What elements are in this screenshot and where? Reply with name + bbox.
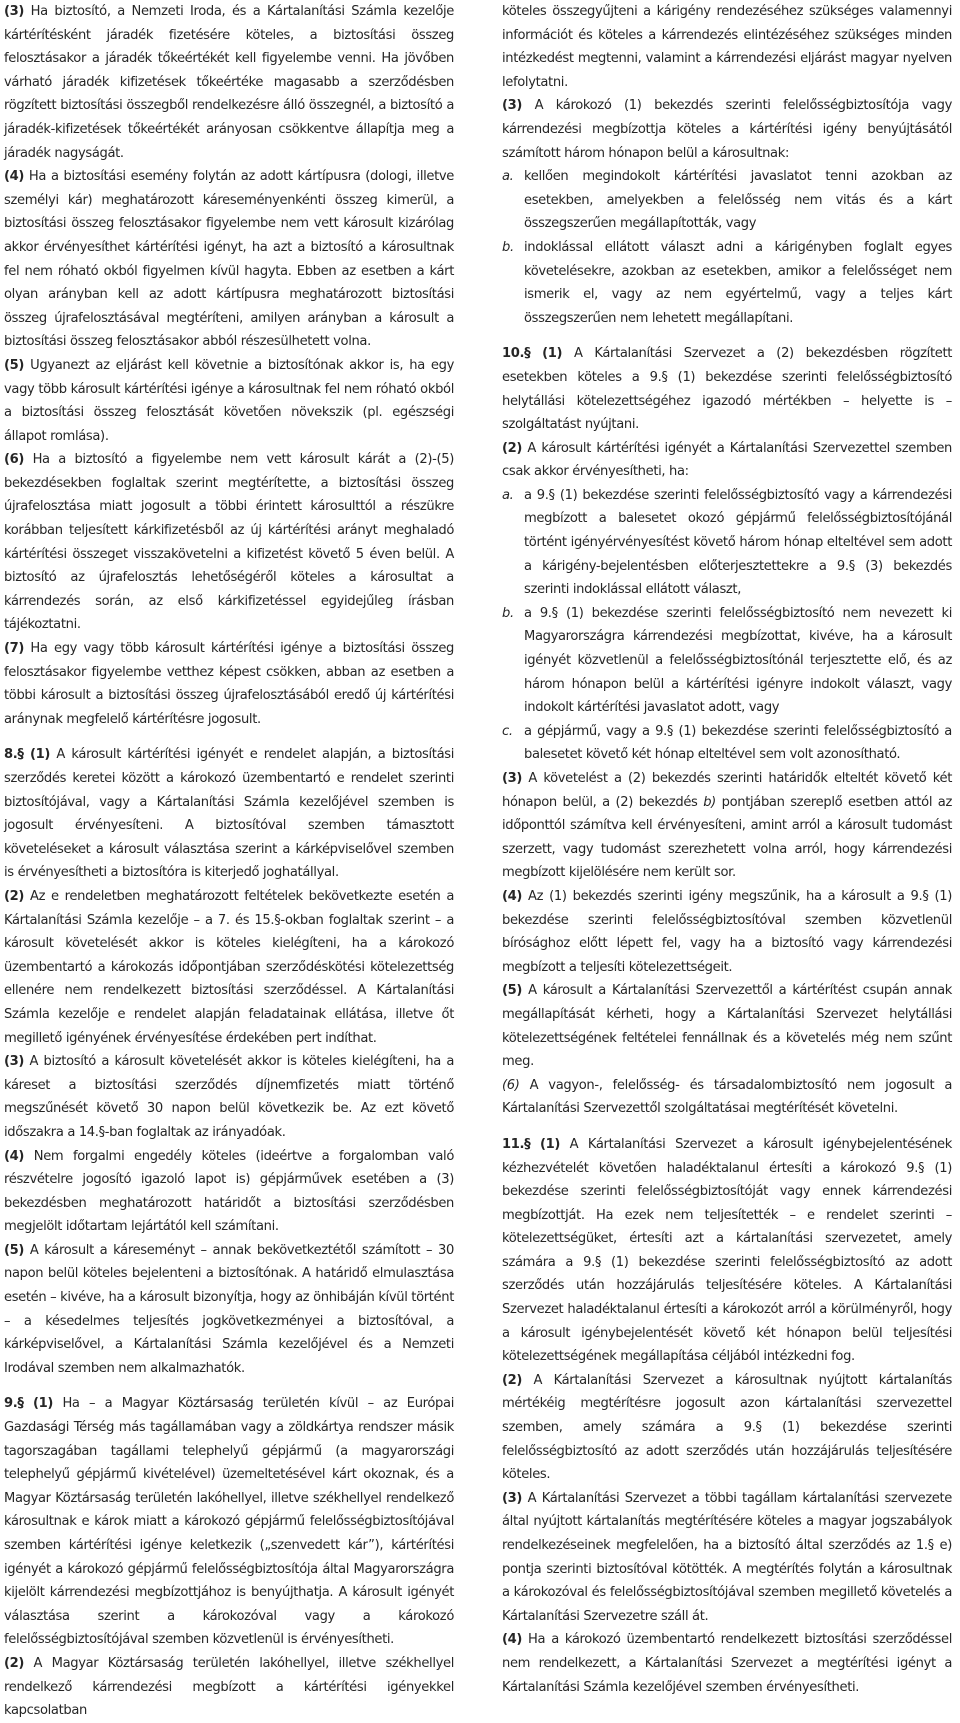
paragraph-text: A károsult kártérítési igényét a Kártalanítási Szervezettel szemben csak akkor érvényesítheti, ha: bbox=[502, 440, 952, 480]
paragraph-text: A károsult a Kártalanítási Szervezettől a kártérítést csupán annak megállapítását kérheti, hogy a Kártalanítási Szervezet helytállási kötelezettségének feltételei fennállnak és a követelés még nem szűnt meg. bbox=[502, 983, 952, 1070]
section-10-paragraph bbox=[502, 342, 952, 436]
paragraph bbox=[502, 1487, 952, 1629]
paragraph-text: Ha a biztosító a figyelembe nem vett károsult kárát a (2)-(5) bekezdésekben foglaltak szerint megtérítette, a biztosítási összeg újrafelosztása miatt jogosult a többi érintett károsulttól a részükre korábban teljesített kárkifizetésből az új kártérítési arányt meghaladó kártérítési összeget visszakövetelni a kifizetést követő 5 éven belül. A biztosító az újrafelosztás lehetőségéről köteles a károsultat a kárrendezés során, az első kárkifizetéssel egyidejűleg írásban tájékoztatni. bbox=[4, 452, 454, 633]
paragraph-text: A károsult kártérítési igényét e rendelet alapján, a biztosítási szerződés keretei között a károkozó üzembentartó e rendelet szerinti biztosítójával, vagy a Kártalanítási Számla kezelőjével szemben is jogosult érvényesíteni. A biztosítóval szemben támasztott követeléseket a károsult választása szerint a kárképviselővel szemben is érvényesítheti a biztosítóra is kiterjedő joghatállyal. bbox=[4, 747, 454, 881]
section-8-paragraph bbox=[4, 743, 454, 885]
paragraph-text: Az (1) bekezdés szerinti igény megszűnik, ha a károsult a 9.§ (1) bekezdése szerinti felelősségbiztosítóval szemben közvetlenül bírósághoz előtt lépett fel, vagy ha a biztosító vagy kárrendezési megbízott a teljesíti kötelezettségeit. bbox=[502, 888, 952, 975]
list-item bbox=[502, 236, 952, 330]
section-number: 9.§ bbox=[4, 1396, 24, 1412]
paragraph-number: (2) bbox=[4, 888, 25, 904]
list-item-label: a. bbox=[502, 487, 514, 503]
paragraph-number: (6) bbox=[4, 452, 25, 468]
paragraph bbox=[502, 437, 952, 484]
paragraph-number: (5) bbox=[4, 1242, 25, 1258]
section-number: 10.§ bbox=[502, 346, 531, 362]
list-item bbox=[502, 720, 952, 767]
list-item-text: kellően megindokolt kártérítési javaslatot tenni azokban az esetekben, amelyekben a felelősség nem vitás és a kárt összegszerűen megállapították, vagy bbox=[524, 169, 952, 232]
list-item-label: c. bbox=[502, 723, 513, 739]
paragraph bbox=[502, 94, 952, 165]
paragraph-number: (5) bbox=[4, 357, 25, 373]
paragraph-number: (2) bbox=[4, 1655, 25, 1671]
paragraph bbox=[4, 637, 454, 731]
paragraph-number: (5) bbox=[502, 983, 523, 999]
paragraph bbox=[4, 1652, 454, 1723]
paragraph bbox=[502, 1074, 952, 1121]
paragraph-number: (7) bbox=[4, 641, 25, 657]
paragraph-number: (1) bbox=[33, 1396, 54, 1412]
paragraph bbox=[4, 354, 454, 448]
list-item-text: a 9.§ (1) bekezdése szerinti felelősségbiztosító nem nevezett ki Magyarországra kárrendezési megbízottat, kivéve, ha a károsult igényét közvetlenül a felelősségbiztosítónál terjesztette elő, és az három hónapon belül a kártérítési igényre indokolt választ, vagy indokolt kártérítési javaslatot adott, vagy bbox=[524, 605, 952, 716]
paragraph bbox=[4, 165, 454, 354]
paragraph bbox=[502, 885, 952, 979]
paragraph-text: pontjában szereplő esetben attól az időponttól számítva kell érvényesíteni, amint arról a károsult tudomást szerzett, vagy tudomást szerezhetett volna arról, hogy kárrendezési megbízott kijelölésére nem került sor. bbox=[502, 794, 952, 881]
paragraph-text: Az e rendeletben meghatározott feltételek bekövetkezte esetén a Kártalanítási Számla kezelője – a 7. és 15.§-okban foglaltak szerint – a károsult követelését akkor is köteles kielégíteni, ha a károkozó üzembentartó a károkozás időpontjában szerződéskötési kötelezettség ellenére nem rendelkezett biztosítási szerződéssel. A Kártalanítási Számla kezelője e rendelet alapján feladatainak ellátása, illetve őt megillető igényének érvényesítése érdekében pert indíthat. bbox=[4, 888, 455, 1046]
paragraph-number: (3) bbox=[502, 1490, 523, 1506]
paragraph-text: A károkozó (1) bekezdés szerinti felelősségbiztosítója vagy kárrendezési megbízottja köteles a kártérítési igény benyújtásától számított három hónapon belül a károsultnak: bbox=[502, 98, 952, 161]
paragraph-number: (4) bbox=[502, 888, 523, 904]
section-number: 8.§ bbox=[4, 747, 24, 763]
paragraph-text: A biztosító a károsult követelését akkor is köteles kielégíteni, ha a káreset a biztosítási szerződés díjnemfizetés miatt történő megszűnését követő 30 napon belül következik be. Az ezt követő időszakra a 14.§-ban foglaltak az irányadóak. bbox=[4, 1054, 455, 1140]
paragraph-number: (6) bbox=[502, 1077, 520, 1093]
paragraph bbox=[4, 885, 454, 1050]
paragraph-number: (4) bbox=[4, 1148, 25, 1164]
paragraph-text: A Kártalanítási Szervezet a többi tagállam kártalanítási szervezete által nyújtott kártalanítás megtérítésére köteles a magyar jogszabályok rendelkezéseinek megfelelően, ha a biztosító által szerződés az 1.§ e) pontja szerinti biztosítóval kötötték. A megtérítés folytán a károsultnak a károkozóval és felelősségbiztosítójával szemben megillető követelés a Kártalanítási Szervezetre száll át. bbox=[502, 1490, 953, 1624]
paragraph-text: A követelést a (2) bekezdés szerinti határidők elteltét követő két hónapon belül, a (2) bekezdés bbox=[502, 771, 953, 810]
list-item bbox=[502, 165, 952, 236]
paragraph-number: (3) bbox=[4, 1054, 25, 1070]
list-item-label: b. bbox=[502, 239, 514, 255]
paragraph bbox=[502, 1369, 952, 1487]
paragraph-number: (1) bbox=[542, 346, 563, 362]
paragraph bbox=[502, 767, 952, 885]
list-item-text: indoklással ellátott választ adni a kárigényben foglalt egyes követelésekre, azokban az esetekben, amikor a felelősséget nem ismerik el, vagy az nem egyértelmű, vagy a teljes kárt összegszerűen nem lehetett megállapítani. bbox=[524, 239, 952, 326]
paragraph-text: Ha – a Magyar Köztársaság területén kívül – az Európai Gazdasági Térség más tagállamában vagy a zöldkártya rendszer másik tagorszagában tagállami telephelyű gépjármű (a magyarországi telephelyű gépjármű kivételével) üzemeltetésével kárt okoznak, és a Magyar Köztársaság területén lakóhellyel, illetve székhellyel rendelkező károsultnak e károk miatt a károkozó gépjármű felelősségbiztosítójával szemben kártérítési igénye keletkezik („szenvedett kár”), kártérítési igényét a károkozó gépjármű felelősségbiztosítója által Magyarországra kijelölt kárrendezési megbízottjához is benyújthatja. A károsult igényét választása szerint a károkozóval vagy a károkozó felelősségbiztosítójával szemben közvetlenül is érvényesítheti. bbox=[4, 1396, 454, 1648]
paragraph bbox=[4, 1145, 454, 1239]
point-list bbox=[502, 165, 952, 330]
list-item-text: a 9.§ (1) bekezdése szerinti felelősségbiztosító vagy a kárrendezési megbízott a balesetet okozó gépjármű felelősségbiztosítójánál történt igényérvényesítést követő három hónap elteltével sem adott a kárigény-bejelentésben előterjesztettekre a 9.§ (3) bekezdés szerinti indoklással ellátott választ, bbox=[524, 487, 952, 598]
paragraph-text: Ha biztosító, a Nemzeti Iroda, és a Kártalanítási Számla kezelője kártérítésként járadék fizetésére köteles, a biztosítási összeg felosztásakor a járadék tőkeértékét kell figyelembe venni. Ha jövőben várható járadék kifizetések tőkeértéke magasabb a szerződésben rögzített biztosítási összegből rendelkezésre álló összegnél, a biztosító a járadék-kifizetések tőkeértékét arányosan csökkentve állapítja meg a járadék nagyságát. bbox=[4, 4, 454, 161]
left-column bbox=[4, 0, 455, 1719]
paragraph-number: (1) bbox=[29, 747, 51, 763]
paragraph bbox=[4, 448, 454, 637]
paragraph-text-italic: b) bbox=[703, 794, 716, 810]
list-item-label: a. bbox=[502, 169, 514, 185]
section-11-paragraph bbox=[502, 1133, 952, 1369]
list-item bbox=[502, 602, 952, 720]
paragraph-text: A Kártalanítási Szervezet a (2) bekezdésben rögzített esetekben köteles a 9.§ (1) bekezdése szerinti felelősségbiztosító helytállási kötelezettségéhez igazodó mértékben – helyette is – szolgáltatást nyújtani. bbox=[502, 346, 953, 433]
list-item-text: a gépjármű, vagy a 9.§ (1) bekezdése szerinti felelősségbiztosító a balesetet követő két hónap elteltével sem volt azonosítható. bbox=[524, 723, 952, 763]
paragraph-number: (3) bbox=[4, 4, 25, 19]
section-number: 11.§ bbox=[502, 1136, 531, 1152]
paragraph-text: Ha a károkozó üzembentartó rendelkezett biztosítási szerződéssel nem rendelkezett, a Kártalanítási Szervezet a megtérítési igényt a Kártalanítási Számla kezelőjével szemben érvényesítheti. bbox=[502, 1632, 952, 1695]
paragraph-text: A Magyar Köztársaság területén lakóhellyel, illetve székhellyel rendelkező kárrendezési megbízott a kártérítési igényekkel kapcsolatban bbox=[4, 1655, 455, 1719]
paragraph bbox=[502, 1628, 952, 1699]
paragraph bbox=[4, 0, 454, 165]
paragraph-text: Ugyanezt az eljárást kell követnie a biztosítónak akkor is, ha egy vagy több károsult kártérítési igénye a károsultnak fel nem róható okból a biztosítási összeg felosztását követően növekszik (pl. egészségi állapot romlása). bbox=[4, 357, 454, 444]
paragraph-number: (4) bbox=[502, 1632, 523, 1648]
paragraph-text: Nem forgalmi engedély köteles (ideértve a forgalomban való részvételre jogosító igazoló lapot is) gépjárművek esetében a (3) bekezdésben meghatározott határidőt a biztosítási szerződésben megjelölt időtartam lejártától kell számítani. bbox=[4, 1148, 454, 1235]
paragraph-text: A Kártalanítási Szervezet a károsultnak nyújtott kártalanítás mértékéig megtérítésre jogosult azon kártalanítási szervezettel szemben, amely számára a 9.§ (1) bekezdése szerinti felelősségbiztosító az adott szerződés után hozzájárulás teljesítésére köteles. bbox=[502, 1372, 953, 1483]
paragraph-number: (3) bbox=[502, 771, 523, 786]
right-column bbox=[502, 0, 954, 1695]
paragraph bbox=[502, 979, 952, 1073]
list-item-label: b. bbox=[502, 605, 514, 621]
paragraph-number: (2) bbox=[502, 440, 523, 456]
paragraph-text: A károsult a káreseményt – annak bekövetkeztétől számított – 30 napon belül köteles bejelenteni a biztosítónak. A határidő elmulasztása esetén – kivéve, ha a károsult bizonyítja, hogy az önhibáján kívül történt – a késedelmes teljesítés jogkövetkezményei a biztosítóval, a kárképviselővel, a Kártalanítási Számla kezelőjével és a Nemzeti Irodával szemben nem alkalmazhatók. bbox=[4, 1242, 455, 1376]
paragraph-text: Ha a biztosítási esemény folytán az adott kártípusra (dologi, illetve személyi kár) meghatározott káreseményenkénti összeg kimerül, a biztosítási összeg felosztásakor figyelembe nem vett károsult kizárólag akkor érvényesíthet kártérítési igényt, ha azt a biztosító a károsultnak fel nem róható okból figyelmen kívül hagyta. Ebben az esetben a kárt olyan arányban kell az adott kártípusra meghatározott biztosítási összeg újrafelosztásával megtéríteni, amilyen arányban a károsult a biztosítási összeg felosztásakor abból részesülhetett volna. bbox=[4, 169, 455, 350]
paragraph-continuation: köteles összegyűjteni a kárigény rendezéséhez szükséges valamennyi információt és köteles a kárrendezés elintézéséhez szükséges minden intézkedést megtenni, valamint a kárrendezési eljárást magyar nyelven lefolytatni. bbox=[502, 4, 952, 90]
paragraph bbox=[4, 1050, 454, 1144]
point-list bbox=[502, 484, 952, 767]
paragraph-text: A vagyon-, felelősség- és társadalombiztosító nem jogosult a Kártalanítási Szervezettől szolgáltatásai megtérítését követelni. bbox=[502, 1077, 952, 1117]
paragraph-number: (4) bbox=[4, 169, 25, 185]
list-item bbox=[502, 484, 952, 602]
paragraph-number: (1) bbox=[539, 1136, 560, 1152]
paragraph-text: Ha egy vagy több károsult kártérítési igénye a biztosítási összeg felosztásakor figyelembe vetthez képest csökken, abban az esetben a többi károsult a biztosítási összeg újrafelosztásából eredő új kártérítési aránynak megfelelő kártérítésre jogosult. bbox=[4, 641, 454, 727]
paragraph bbox=[4, 1239, 454, 1381]
section-9-paragraph bbox=[4, 1392, 454, 1652]
paragraph-number: (3) bbox=[502, 98, 523, 114]
paragraph-text: A Kártalanítási Szervezet a károsult igénybejelentésének kézhezvételét követően haladéktalanul értesíti a károkozó 9.§ (1) bekezdése szerinti felelősségbiztosítóját vagy ennek kárrendezési megbízottját. Ha ezek nem teljesítették – e rendelet szerinti – kötelezettségüket, értesíti azt a kártalanítási szervezetet, amely számára a 9.§ (1) bekezdése szerinti felelősségbiztosító az adott szerződés után hozzájárulás teljesítésére köteles. A Kártalanítási Szervezet haladéktalanul értesíti a károkozót arról a körülményről, hogy a károsult igénybejelentését követő két hónapon belül teljesítési kötelezettségének megállapítása céljából intézkedni fog. bbox=[502, 1136, 952, 1365]
paragraph-number: (2) bbox=[502, 1372, 523, 1388]
